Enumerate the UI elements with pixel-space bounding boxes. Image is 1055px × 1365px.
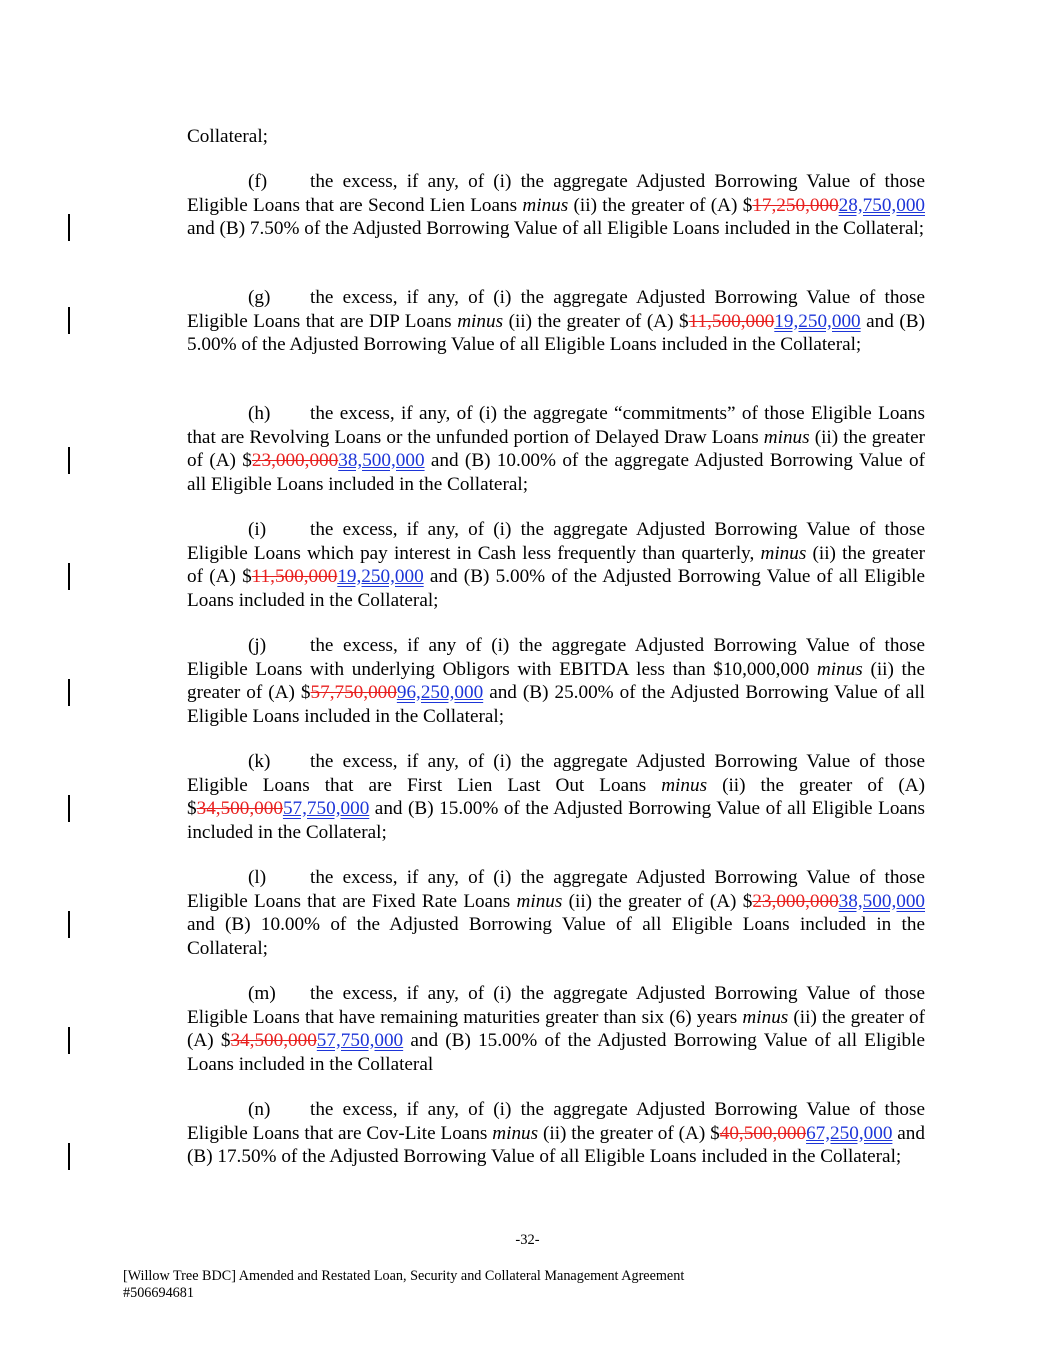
clause-text-mid: (ii) the greater of (A) $ xyxy=(187,1006,925,1052)
clause-text: the excess, if any, of (i) the aggregate Adjusted Borrowing Value of those Eligible Loans that are First Lien Last Out Loans xyxy=(187,751,925,796)
inserted-amount[interactable]: 28,750,000 xyxy=(838,194,925,216)
change-bar xyxy=(68,679,70,706)
clause-g xyxy=(187,286,925,357)
deleted-amount: 23,000,000 xyxy=(251,450,339,472)
change-bar xyxy=(68,1143,70,1170)
clause-text-mid: (ii) the greater of (A) $ xyxy=(187,774,925,820)
clause-text-end: and (B) 15.00% of the Adjusted Borrowing Value of all Eligible Loans included in the Collateral; xyxy=(187,798,925,843)
clause-label: (i) xyxy=(248,519,267,540)
clause-text: the excess, if any of (i) the aggregate Adjusted Borrowing Value of those Eligible Loans with underlying Obligors with EBITDA less than $10,000,000 xyxy=(187,635,925,680)
clause-text-end: and (B) 25.00% of the Adjusted Borrowing Value of all Eligible Loans included in the Collateral; xyxy=(187,682,925,727)
deleted-amount: 57,750,000 xyxy=(310,682,397,704)
clause-label: (g) xyxy=(248,287,271,308)
clause-text: the excess, if any, of (i) the aggregate Adjusted Borrowing Value of those Eligible Loans that are DIP Loans xyxy=(187,287,925,332)
inserted-amount[interactable]: 19,250,000 xyxy=(337,566,424,588)
clause-text-end: and (B) 5.00% of the Adjusted Borrowing Value of all Eligible Loans included in the Collateral; xyxy=(187,310,925,356)
minus-term: minus xyxy=(816,658,863,680)
clause-text-end: and (B) 10.00% of the aggregate Adjusted Borrowing Value of all Eligible Loans included in the Collateral; xyxy=(187,450,925,495)
clause-text-end: and (B) 17.50% of the Adjusted Borrowing Value of all Eligible Loans included in the Collateral; xyxy=(187,1122,925,1168)
minus-term: minus xyxy=(492,1122,539,1144)
clause-text-mid: (ii) the greater of (A) $ xyxy=(187,542,925,588)
inserted-amount[interactable]: 57,750,000 xyxy=(282,798,370,820)
minus-term: minus xyxy=(742,1006,789,1028)
deleted-amount: 11,500,000 xyxy=(251,566,338,588)
clause-text-end: and (B) 15.00% of the Adjusted Borrowing Value of all Eligible Loans included in the Collateral xyxy=(187,1030,925,1075)
clause-h xyxy=(187,402,925,496)
footer-title: [Willow Tree BDC] Amended and Restated Loan, Security and Collateral Management Agreement xyxy=(123,1268,685,1284)
clause-j xyxy=(187,634,925,728)
clause-label: (k) xyxy=(248,751,271,772)
inserted-amount[interactable]: 67,250,000 xyxy=(806,1122,893,1144)
minus-term: minus xyxy=(522,194,569,216)
deleted-amount: 34,500,000 xyxy=(196,798,283,820)
inserted-amount[interactable]: 57,750,000 xyxy=(316,1030,404,1052)
clause-text-mid: (ii) the greater of (A) $ xyxy=(503,310,689,332)
clause-m xyxy=(187,982,925,1076)
clause-text: the excess, if any, of (i) the aggregate “commitments” of those Eligible Loans that are Revolving Loans or the unfunded portion of Delayed Draw Loans xyxy=(187,403,925,448)
clause-text-end: and (B) 5.00% of the Adjusted Borrowing Value of all Eligible Loans included in the Collateral; xyxy=(187,566,925,611)
clause-text-mid: (ii) the greater of (A) $ xyxy=(187,426,925,472)
deleted-amount: 34,500,000 xyxy=(230,1030,317,1052)
clause-text-mid: (ii) the greater of (A) $ xyxy=(538,1122,720,1144)
inserted-amount[interactable]: 19,250,000 xyxy=(774,310,861,332)
change-bar xyxy=(68,307,70,334)
footer-doc-id: #506694681 xyxy=(123,1285,194,1301)
clause-text: the excess, if any, of (i) the aggregate Adjusted Borrowing Value of those Eligible Loans that are Cov-Lite Loans xyxy=(187,1099,925,1144)
minus-term: minus xyxy=(457,310,504,332)
minus-term: minus xyxy=(760,542,807,564)
clause-i xyxy=(187,518,925,612)
clause-text-mid: (ii) the greater of (A) $ xyxy=(187,658,925,704)
clause-label: (h) xyxy=(248,403,271,424)
change-bar xyxy=(68,447,70,474)
clause-text: the excess, if any, of (i) the aggregate Adjusted Borrowing Value of those Eligible Loans that are Second Lien Loans xyxy=(187,171,925,216)
clause-label: (l) xyxy=(248,867,267,888)
deleted-amount: 40,500,000 xyxy=(719,1122,807,1144)
clause-text-mid: (ii) the greater of (A) $ xyxy=(568,194,753,216)
clause-text-end: and (B) 10.00% of the Adjusted Borrowing Value of all Eligible Loans included in the Collateral; xyxy=(187,914,925,959)
page-number: -32- xyxy=(515,1232,540,1248)
clause-text: the excess, if any, of (i) the aggregate Adjusted Borrowing Value of those Eligible Loans that have remaining maturities greater than six (6) years xyxy=(187,983,925,1028)
change-bar xyxy=(68,1027,70,1054)
minus-term: minus xyxy=(661,774,708,796)
clause-n xyxy=(187,1098,925,1169)
deleted-amount: 17,250,000 xyxy=(752,194,839,216)
deleted-amount: 11,500,000 xyxy=(688,310,775,332)
clause-l xyxy=(187,866,925,960)
footer xyxy=(123,1268,684,1302)
deleted-amount: 23,000,000 xyxy=(752,890,839,912)
clause-text: the excess, if any, of (i) the aggregate Adjusted Borrowing Value of those Eligible Loans which pay interest in Cash less frequently than quarterly, xyxy=(187,519,925,564)
clause-k xyxy=(187,750,925,844)
clause-text-mid: (ii) the greater of (A) $ xyxy=(562,890,753,912)
change-bar xyxy=(68,911,70,938)
continuation-line: Collateral; xyxy=(187,126,268,147)
clause-label: (f) xyxy=(248,171,268,192)
clause-text-end: and (B) 7.50% of the Adjusted Borrowing Value of all Eligible Loans included in the Collateral; xyxy=(187,218,925,240)
inserted-amount[interactable]: 38,500,000 xyxy=(338,450,425,472)
clause-f xyxy=(187,170,925,241)
clause-label: (m) xyxy=(248,983,276,1004)
change-bar xyxy=(68,214,70,241)
change-bar xyxy=(68,795,70,822)
minus-term: minus xyxy=(516,890,563,912)
change-bar xyxy=(68,563,70,590)
inserted-amount[interactable]: 96,250,000 xyxy=(396,682,484,704)
clause-label: (n) xyxy=(248,1099,271,1120)
inserted-amount[interactable]: 38,500,000 xyxy=(838,890,926,912)
clause-label: (j) xyxy=(248,635,267,656)
minus-term: minus xyxy=(763,426,810,448)
clause-text: the excess, if any, of (i) the aggregate Adjusted Borrowing Value of those Eligible Loans that are Fixed Rate Loans xyxy=(187,867,925,912)
